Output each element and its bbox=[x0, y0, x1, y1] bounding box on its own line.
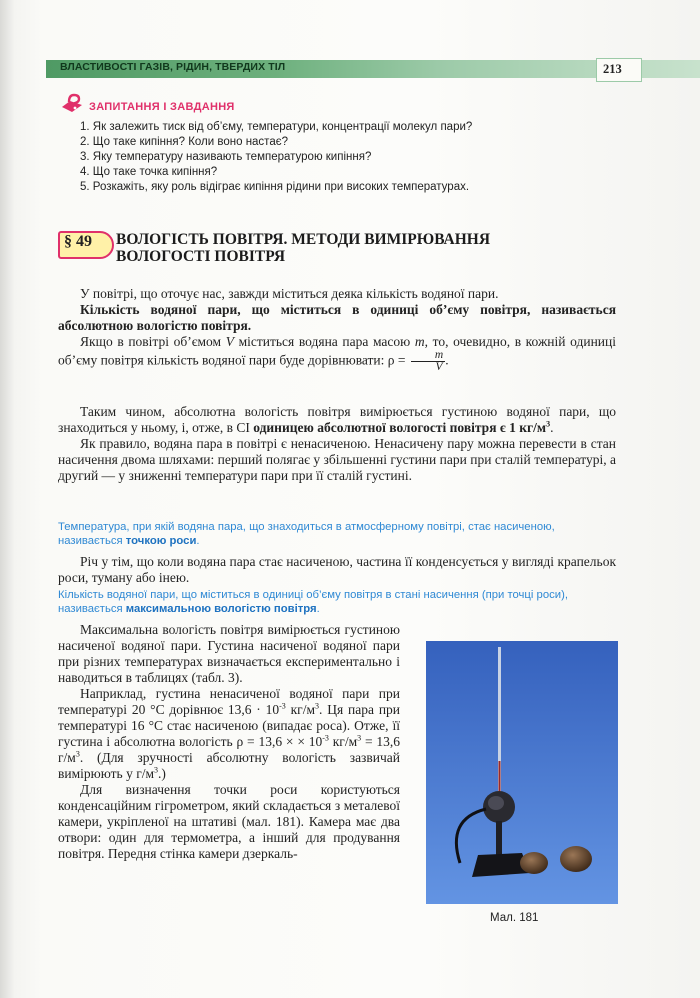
question-item: 5. Розкажіть, яку роль відіграє кипіння рідини при високих температурах. bbox=[80, 181, 470, 193]
question-mark-icon bbox=[60, 93, 84, 113]
hygrometer-photo bbox=[426, 641, 618, 904]
questions-heading: ЗАПИТАННЯ І ЗАВДАННЯ bbox=[89, 101, 235, 113]
paragraph-c2: Наприклад, густина ненасиченої водяної пари при температурі 20 °С дорівнює $13,6 \cdot 10^{-3}$ $кг/м^3$. Ця пара при температурі 16 °С стає насиченою (випадає роса). Отже, її густина і абсолютна вологість ρ = 13,6 × × $10^{-3}$ $кг/м^3 = 13,6$ $г/м^3$. (Для зручності абсолютну вологість зазвичай вимірюють у $г/м^3$.) bbox=[58, 686, 401, 781]
figure-caption: Мал. 181 bbox=[490, 912, 539, 924]
section-title-line-2: ВОЛОГОСТІ ПОВІТРЯ bbox=[116, 248, 286, 265]
definition-absolute-humidity: Кількість водяної пари, що міститься в одиниці об’єму повітря, називається абсолютною вологістю повітря. bbox=[58, 302, 616, 333]
question-item: 2. Що таке кипіння? Коли воно настає? bbox=[80, 136, 288, 148]
hygrometer-illustration bbox=[426, 641, 618, 904]
paragraph-c1: Максимальна вологість повітря вимірюється густиною насиченої водяної пари. Густина насиченої водяної пари при різних температурах визначається експериментально і наводиться в таблицях (табл. 3). bbox=[58, 622, 400, 685]
question-item: 3. Яку температуру називають температурою кипіння? bbox=[80, 151, 372, 163]
highlight-max-humidity: Кількість водяної пари, що міститься в одиниці об’єму повітря в стані насичення (при точці роси), називається максимальною вологістю повітря. bbox=[58, 589, 568, 615]
paragraph-1: У повітрі, що оточує нас, завжди міститься деяка кількість водяної пари. bbox=[80, 286, 499, 301]
paragraph-intro bbox=[58, 286, 616, 373]
section-title bbox=[116, 231, 490, 265]
section-title-line-1: ВОЛОГІСТЬ ПОВІТРЯ. МЕТОДИ ВИМІРЮВАННЯ bbox=[116, 231, 491, 248]
paragraph-c3: Для визначення точки роси користуються конденсаційним гігрометром, який складається з металевої камери, укріпленої на штативі (мал. 181). Камера має два отвори: один для термометра, а інший для продування повітря. Передня стінка камери дзеркаль- bbox=[58, 782, 400, 861]
page-number: 213 bbox=[603, 62, 622, 76]
paragraph-si-unit bbox=[58, 404, 616, 484]
page-spine-shadow bbox=[0, 0, 14, 998]
highlight-dew-point: Температура, при якій водяна пара, що знаходиться в атмосферному повітрі, стає насиченою, називається точкою роси. bbox=[58, 521, 555, 547]
paragraph-5: Як правило, водяна пара в повітрі є ненасиченою. Ненасичену пару можна перевести в стан насичення двома шляхами: перший полягає у збільшенні густини пари при сталій температурі, а другий — у зниженні температури пари при її сталій густині. bbox=[58, 436, 616, 483]
paragraph-6: Річ у тім, що коли водяна пара стає насиченою, частина її конденсується у вигляді крапельок роси, туману або інею. bbox=[58, 554, 616, 585]
section-number: § 49 bbox=[64, 233, 92, 250]
paragraph-4: Таким чином, абсолютна вологість повітря вимірюється густиною водяної пари, що знаходиться у ньому, і, отже, в СІ одиницею абсолютної вологості повітря є 1 $кг/м^3$. bbox=[58, 404, 616, 435]
left-column-text bbox=[58, 622, 400, 862]
running-header-title: ВЛАСТИВОСТІ ГАЗІВ, РІДИН, ТВЕРДИХ ТІЛ bbox=[60, 61, 286, 73]
question-item: 4. Що таке точка кипіння? bbox=[80, 166, 218, 178]
question-item: 1. Як залежить тиск від об’єму, температури, концентрації молекул пари? bbox=[80, 121, 473, 133]
density-formula: $\frac{m}{V}$ bbox=[411, 350, 445, 373]
paragraph-formula: Якщо в повітрі об’ємом V міститься водяна пара масою m, то, очевидно, в кожній одиниці об’єму повітря кількість водяної пари буде дорівнювати: ρ = $\frac{m}{V}$ . bbox=[58, 334, 616, 373]
questions-list bbox=[80, 120, 640, 195]
